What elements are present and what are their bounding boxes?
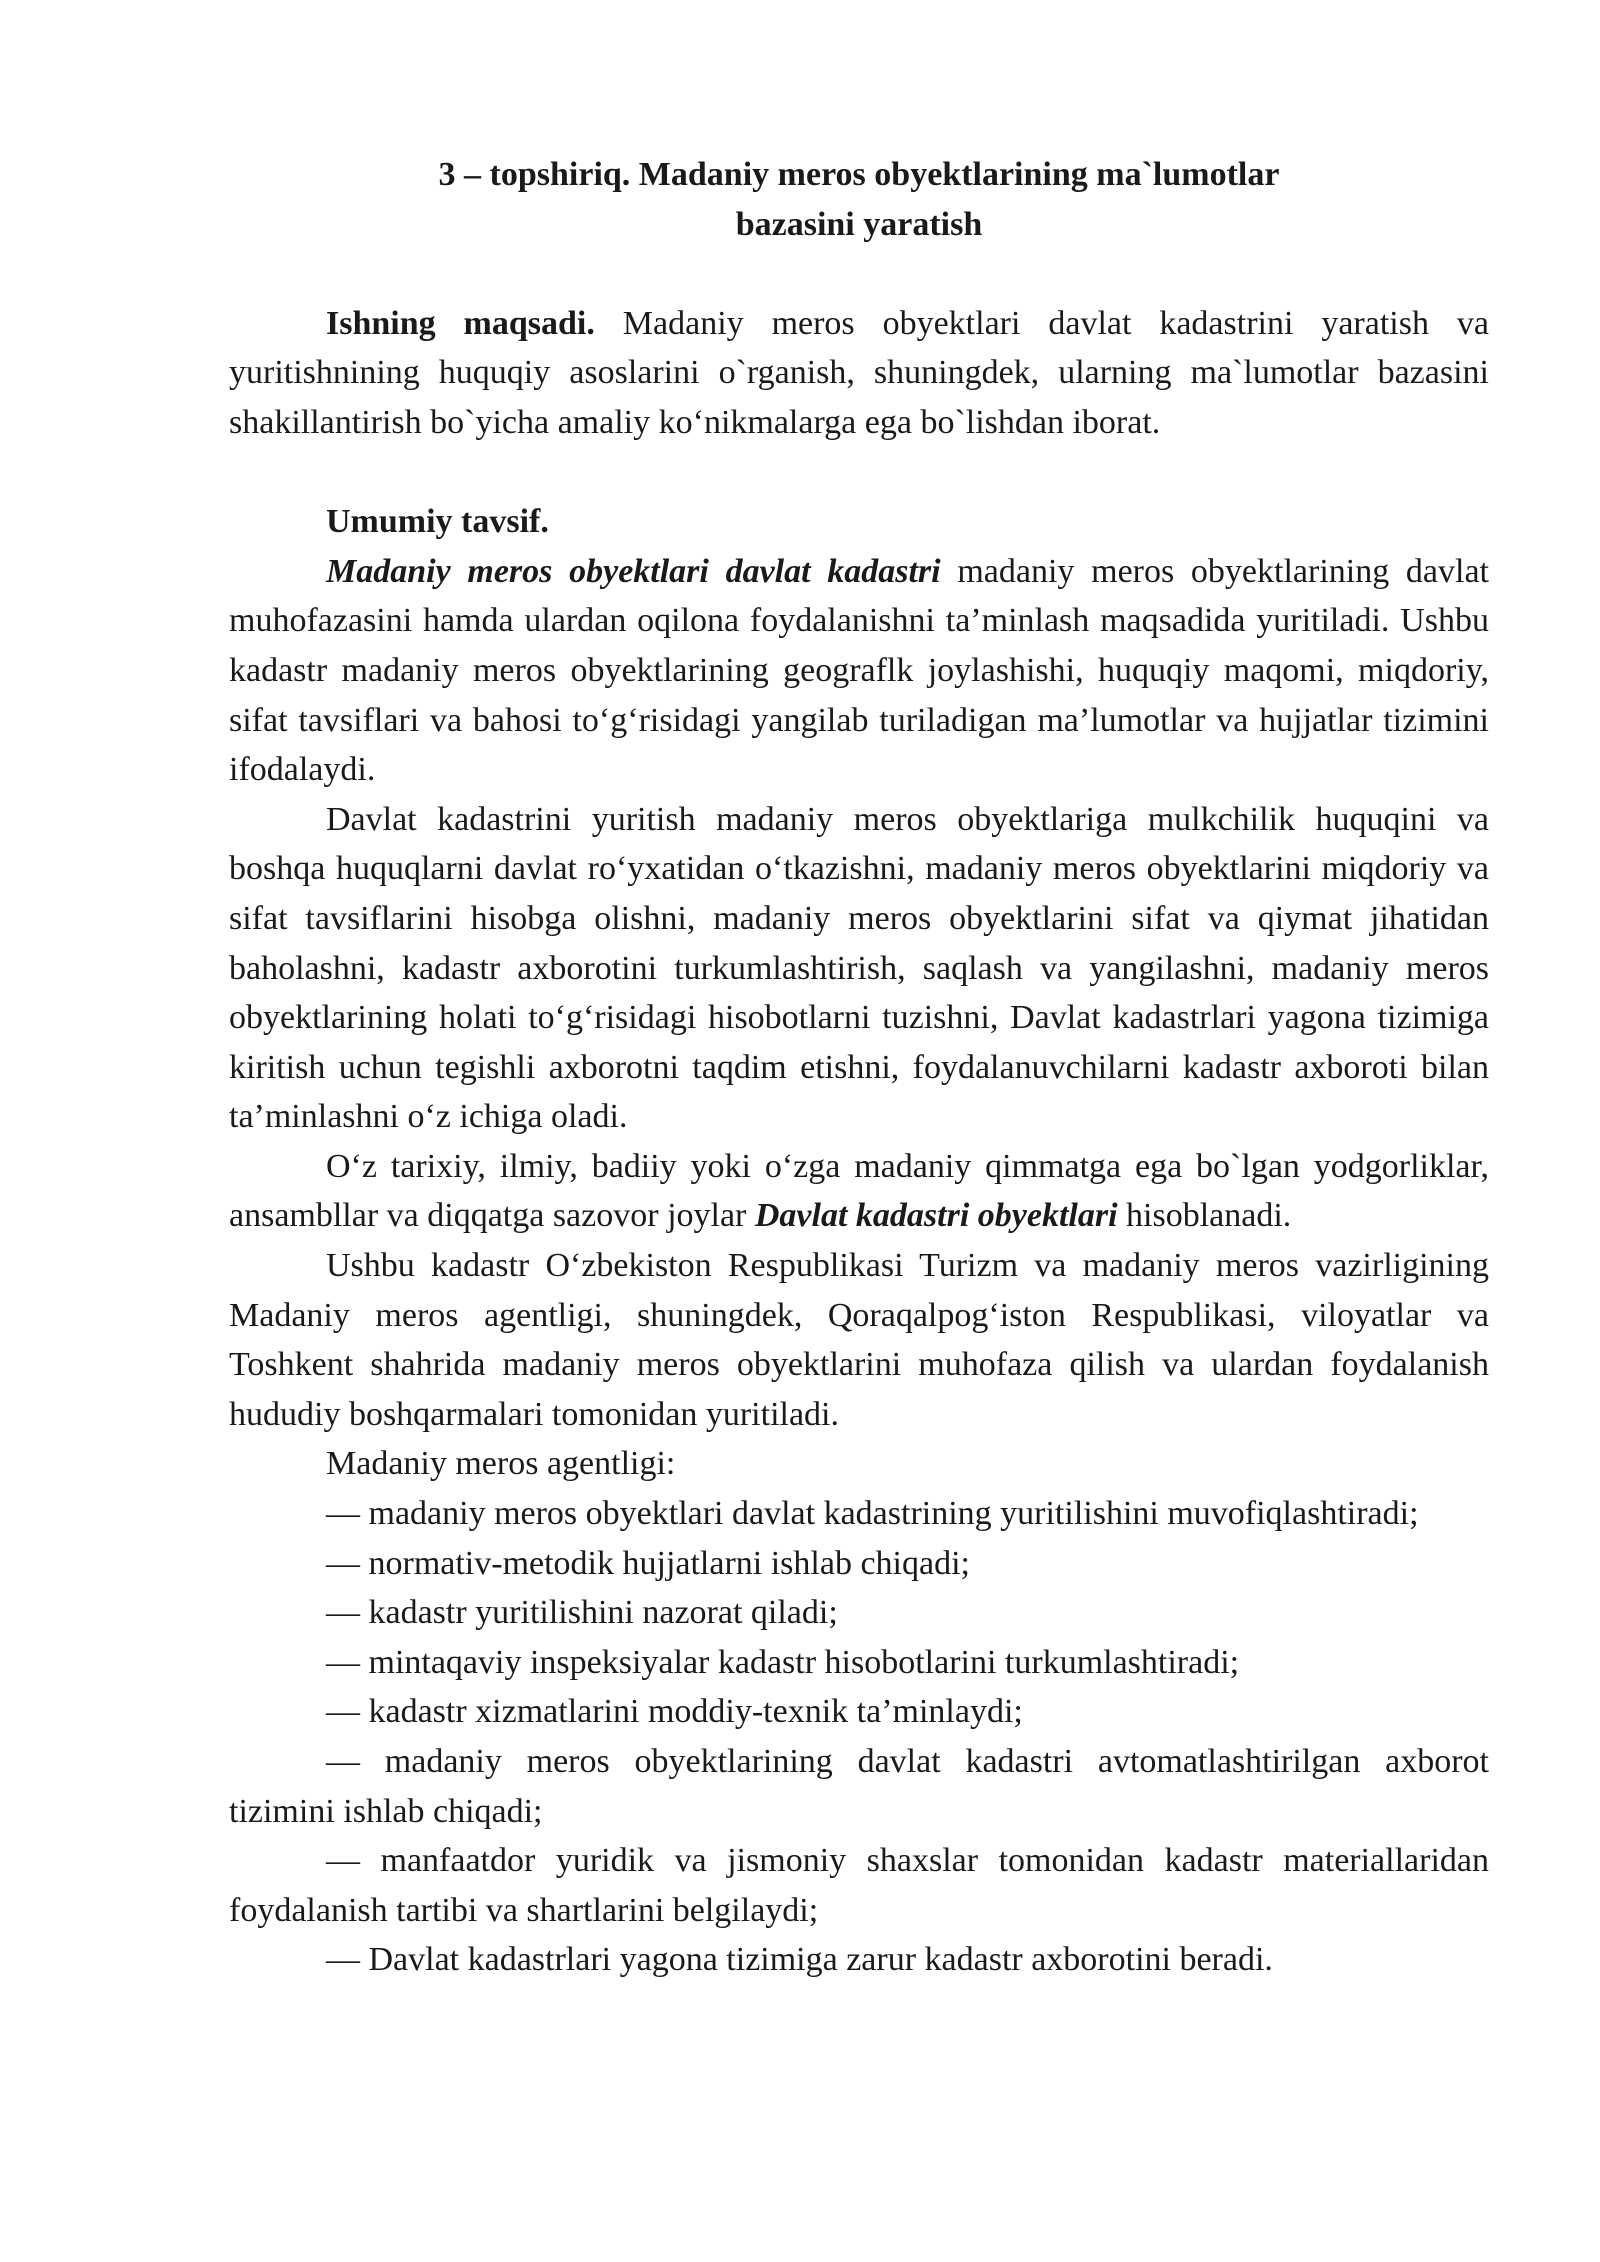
purpose-label: Ishning maqsadi.: [326, 304, 595, 342]
list-item: — madaniy meros obyektlari davlat kadastrining yuritilishini muvofiqlashtiradi;: [326, 1495, 1419, 1533]
list-item: — kadastr xizmatlarini moddiy-texnik ta’minlaydi;: [326, 1693, 1023, 1731]
general-paragraph-3: [229, 1142, 1489, 1241]
list-item: — madaniy meros obyektlarining davlat kadastri avtomatlashtirilgan axborot tizimini ishlab chiqadi;: [229, 1743, 1489, 1830]
general-paragraph-3-before: O‘z tarixiy, ilmiy, badiiy yoki o‘zga madaniy qimmatga ega bo`lgan yodgorliklar, ansambllar va diqqatga sazovor joylar: [229, 1147, 1489, 1235]
list-item: — normativ-metodik hujjatlarni ishlab chiqadi;: [326, 1544, 970, 1582]
general-paragraph-3-after: hisoblanadi.: [1117, 1197, 1292, 1235]
spacer: [229, 448, 1489, 498]
agency-duties-list: [229, 1489, 1489, 1985]
title-line-1: 3 – topshiriq. Madaniy meros obyektlarining ma`lumotlar: [438, 156, 1280, 193]
spacer: [229, 249, 1489, 299]
document-page: [229, 150, 1489, 1985]
cadastre-term: Madaniy meros obyektlari davlat kadastri: [326, 552, 941, 590]
general-paragraph-5: Madaniy meros agentligi:: [326, 1445, 676, 1483]
general-paragraph-2: Davlat kadastrini yuritish madaniy meros obyektlariga mulkchilik huquqini va boshqa huquqlarni davlat ro‘yxatidan o‘tkazishni, madaniy meros obyektlarini miqdoriy va sifat tavsiflarini hisobga olishni, madaniy meros obyektlarini sifat va qiymat jihatidan baholashni, kadastr axborotini turkumlashtirish, saqlash va yangilashni, madaniy meros obyektlarining holati to‘g‘risidagi hisobotlarni tuzishni, Davlat kadastrlari yagona tizimiga kiritish uchun tegishli axborotni taqdim etishni, foydalanuvchilarni kadastr axboroti bilan ta’minlashni o‘z ichiga oladi.: [229, 800, 1489, 1136]
general-paragraph-1-text: madaniy meros obyektlarining davlat muhofazasini hamda ulardan oqilona foydalanishni ta’minlash maqsadida yuritiladi. Ushbu kadastr madaniy meros obyektlarining geograflk joylashishi, huquqiy maqomi, miqdoriy, sifat tavsiflari va bahosi to‘g‘risidagi yangilab turiladigan ma’lumotlar va hujjatlar tizimini ifodalaydi.: [229, 552, 1489, 789]
list-item: — mintaqaviy inspeksiyalar kadastr hisobotlarini turkumlashtiradi;: [326, 1643, 1240, 1681]
cadastre-objects-term: Davlat kadastri obyektlari: [754, 1197, 1118, 1235]
purpose-paragraph: [229, 299, 1489, 448]
document-title: [229, 150, 1489, 249]
general-heading-text: Umumiy tavsif.: [326, 503, 549, 541]
title-line-2: bazasini yaratish: [735, 205, 983, 243]
general-heading: [229, 497, 1489, 547]
list-item: — Davlat kadastrlari yagona tizimiga zarur kadastr axborotini beradi.: [326, 1941, 1273, 1979]
general-paragraph-1: [229, 547, 1489, 795]
list-item: — kadastr yuritilishini nazorat qiladi;: [326, 1594, 838, 1632]
purpose-text: Madaniy meros obyektlari davlat kadastrini yaratish va yuritishnining huquqiy asoslarini o`rganish, shuningdek, ularning ma`lumotlar bazasini shakillantirish bo`yicha amaliy ko‘nikmalarga ega bo`lishdan iborat.: [229, 304, 1489, 441]
general-paragraph-4: Ushbu kadastr O‘zbekiston Respublikasi Turizm va madaniy meros vazirligining Madaniy meros agentligi, shuningdek, Qoraqalpog‘iston Respublikasi, viloyatlar va Toshkent shahrida madaniy meros obyektlarini muhofaza qilish va ulardan foydalanish hududiy boshqarmalari tomonidan yuritiladi.: [229, 1247, 1489, 1433]
list-item: — manfaatdor yuridik va jismoniy shaxslar tomonidan kadastr materiallaridan foydalanish tartibi va shartlarini belgilaydi;: [229, 1842, 1489, 1929]
